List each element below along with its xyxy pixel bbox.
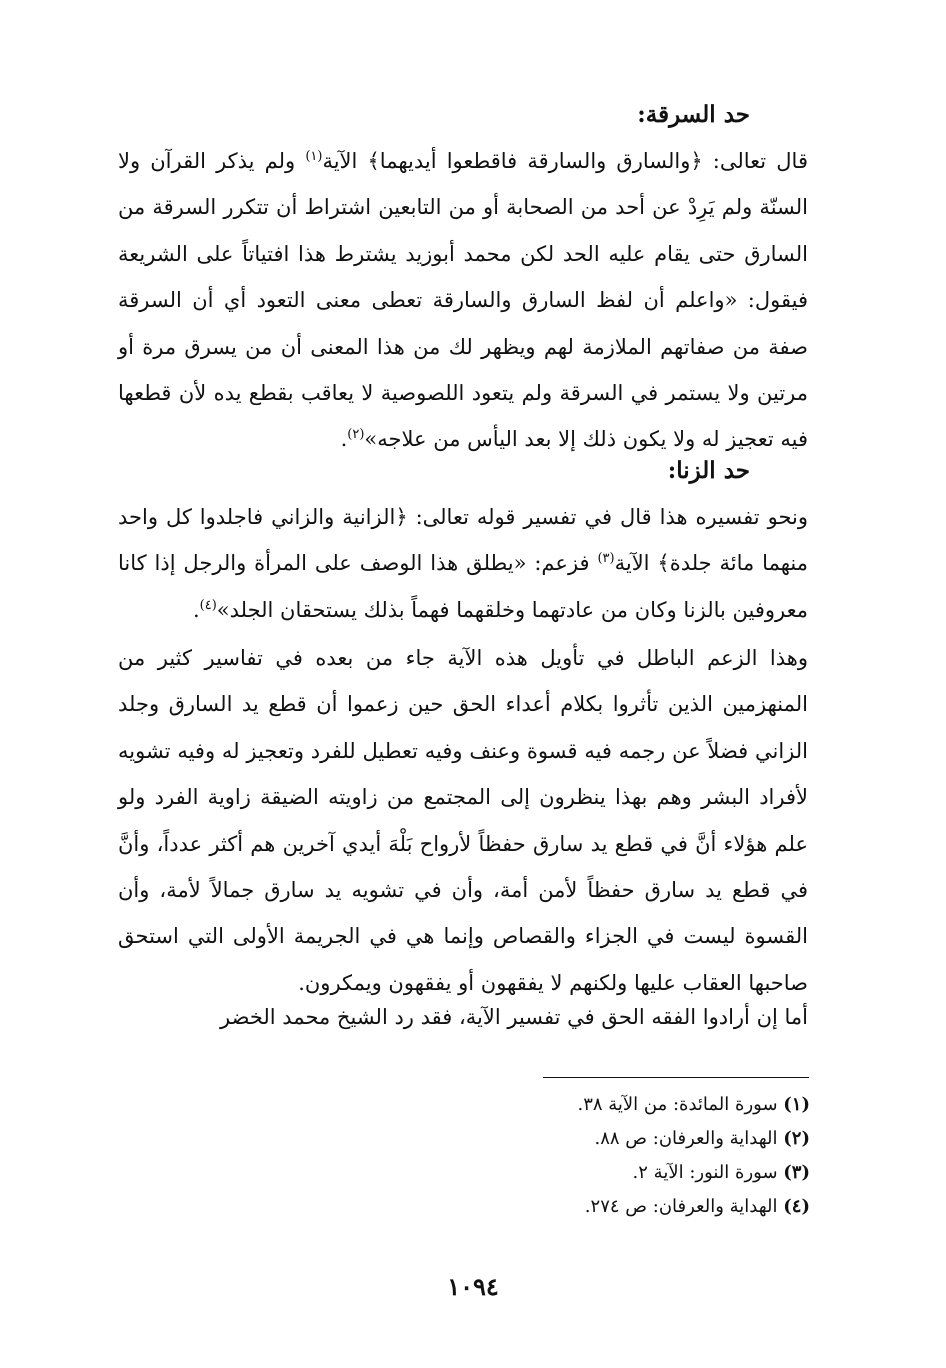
paragraph-text: ولم يذكر القرآن ولا السنّة ولم يَرِدْ عن أحد من الصحابة أو من التابعين اشتراط أن تتكرر السرقة من السارق حتى يقام عليه الحد لكن محمد أبوزيد يشترط هذا افتياتاً على الشريعة فيقول: «واعلم أن لفظ السارق والسارقة تعطى معنى التعود أي أن السرقة صفة من صفاتهم الملازمة لهم ويظهر لك من هذا المعنى أن من يسرق مرة أو مرتين ولا يستمر في السرقة ولم يتعود اللصوصية لا يعاقب بقطع يده لأن قطعها فيه تعجيز له ولا يكون ذلك إلا بعد اليأس من علاجه» xyxy=(118,149,808,452)
footnote-4 xyxy=(410,1190,810,1224)
paragraph-end: . xyxy=(192,597,200,622)
paragraph-text: فزعم: «يطلق هذا الوصف على المرأة والرجل إذا كانا معروفين بالزنا وكان من عادتهما وخلقهما فهماً بذلك يستحقان الجلد» xyxy=(118,551,808,622)
paragraph-adultery xyxy=(118,494,808,633)
footnote-ref-1[interactable]: (١) xyxy=(305,149,323,164)
footnote-2 xyxy=(410,1122,810,1156)
heading-theft-punishment: حد السرقة: xyxy=(637,101,750,128)
heading-adultery-punishment: حد الزنا: xyxy=(667,457,750,484)
paragraph-text: ونحو تفسيره هذا قال في تفسير قوله تعالى: ﴿الزانية والزاني فاجلدوا كل واحد منهما مائة جلدة﴾ الآية xyxy=(118,505,808,576)
paragraph-theft xyxy=(118,138,808,463)
footnote-number: (٢) xyxy=(783,1128,810,1149)
footnote-text: الهداية والعرفان: ص ٢٧٤. xyxy=(584,1196,778,1217)
paragraph-refutation: وهذا الزعم الباطل في تأويل هذه الآية جاء من بعده في تفاسير كثير من المنهزمين الذين تأثروا بكلام أعداء الحق حين زعموا أن قطع يد السارق وجلد الزاني فضلاً عن رجمه فيه قسوة وعنف وفيه تعطيل للفرد وتعجيز له وفيه تشويه لأفراد البشر وهم بهذا ينظرون إلى المجتمع من زاويته الضيقة زاوية الفرد ولو علم هؤلاء أنَّ في قطع يد سارق حفظاً لأرواح بَلْهَ أيدي آخرين هم أكثر عدداً، وأنَّ في قطع يد سارق حفظاً لأمن أمة، وأن في تشويه يد سارق جمالاً لأمة، وأن القسوة ليست في الجزاء والقصاص وإنما هي في الجريمة الأولى التي استحق صاحبها العقاب عليها ولكنهم لا يفقهون أو يفقهون ويمكرون. xyxy=(118,646,808,995)
footnote-text: سورة المائدة: من الآية ٣٨. xyxy=(577,1094,778,1115)
paragraph-text: قال تعالى: ﴿والسارق والسارقة فاقطعوا أيديهما﴾ الآية xyxy=(322,149,808,173)
footnote-text: الهداية والعرفان: ص ٨٨. xyxy=(594,1128,778,1149)
footnotes xyxy=(410,1088,810,1224)
footnote-ref-3[interactable]: (٣) xyxy=(597,551,615,567)
paragraph-end: . xyxy=(340,427,348,452)
page-number: ١٠٩٤ xyxy=(447,1272,499,1301)
footnote-separator xyxy=(543,1077,809,1078)
footnote-text: سورة النور: الآية ٢. xyxy=(632,1162,778,1183)
footnote-3 xyxy=(410,1156,810,1190)
footnote-number: (٤) xyxy=(783,1196,810,1217)
footnote-ref-4[interactable]: (٤) xyxy=(199,597,217,613)
footnote-ref-2[interactable]: (٢) xyxy=(347,427,365,443)
footnote-1 xyxy=(410,1088,810,1122)
paragraph-continuation: أما إن أرادوا الفقه الحق في تفسير الآية، فقد رد الشيخ محمد الخضر xyxy=(220,1005,808,1029)
footnote-number: (١) xyxy=(783,1094,810,1115)
footnote-number: (٣) xyxy=(783,1162,810,1183)
